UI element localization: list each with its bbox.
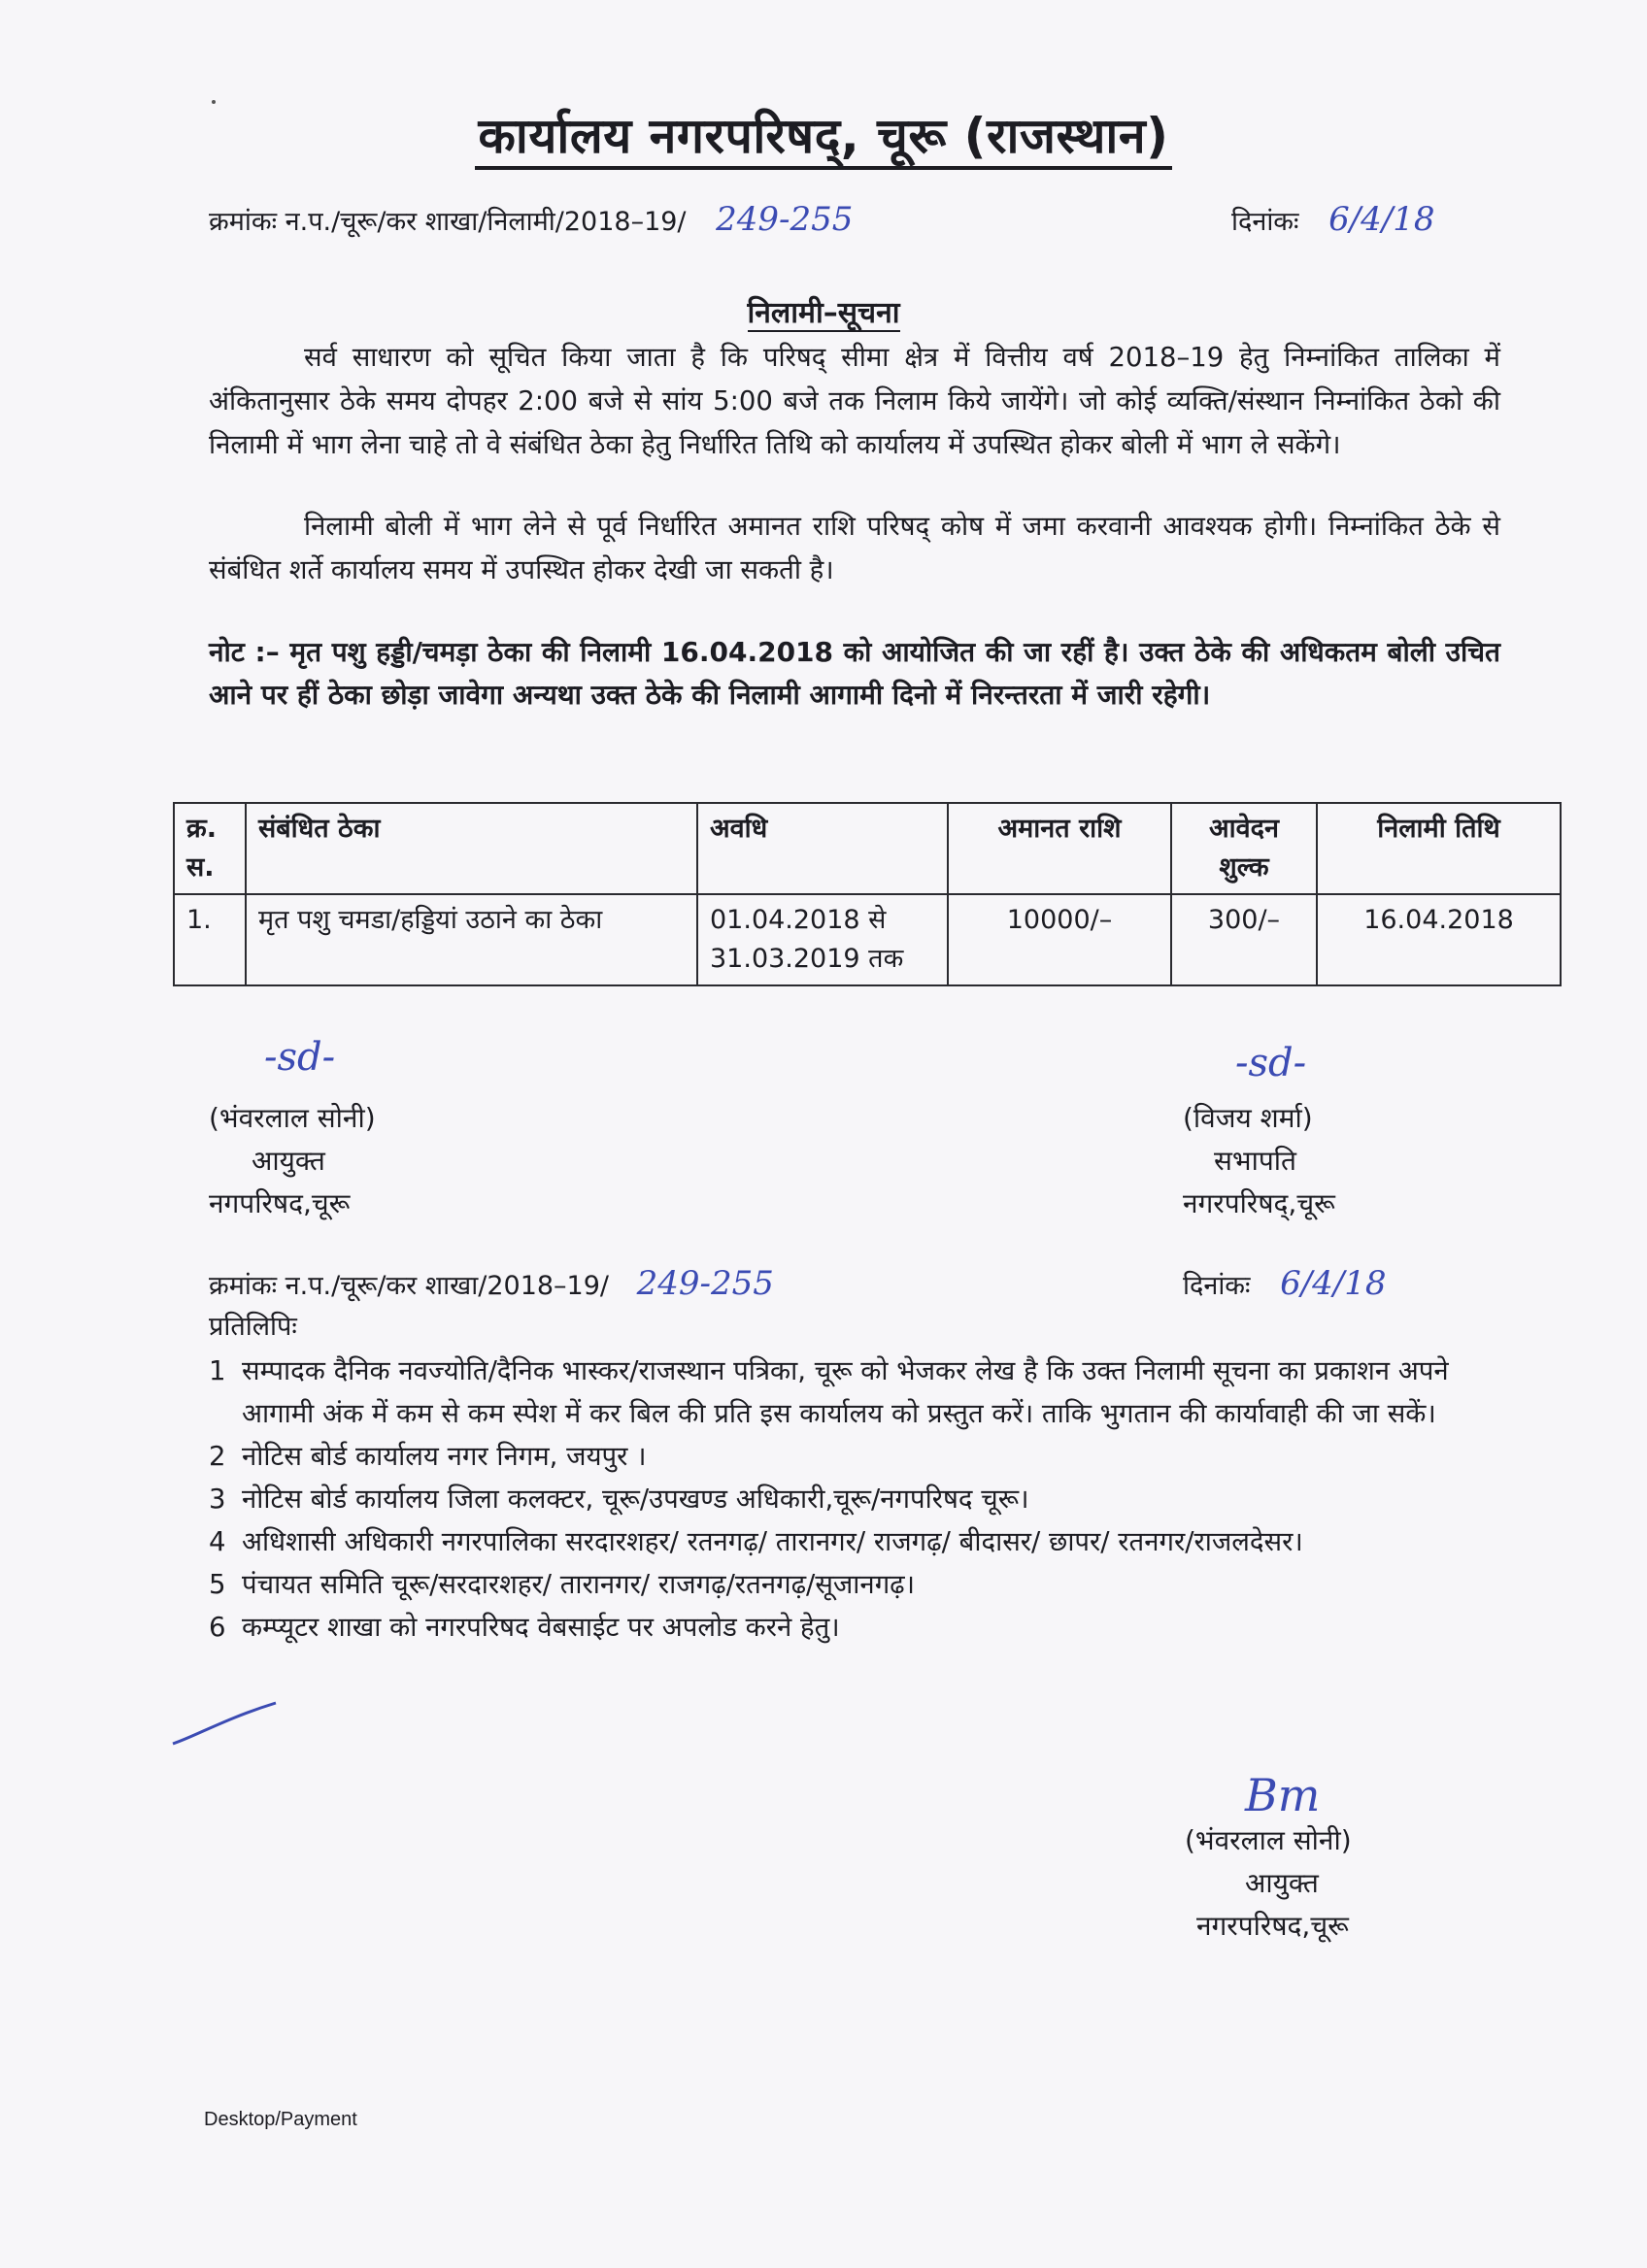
left-signatory-designation: आयुक्त bbox=[252, 1145, 325, 1177]
list-item-number: 6 bbox=[209, 1612, 226, 1643]
office-title-text: कार्यालय नगरपरिषद्, चूरू (राजस्थान) bbox=[475, 108, 1173, 170]
left-sd-mark: -sd- bbox=[264, 1035, 336, 1080]
notice-paragraph-1: सर्व साधारण को सूचित किया जाता है कि परिषद् सीमा क्षेत्र में वित्तीय वर्ष 2018–19 हेतु निम्नांकित तालिका में अंकितानुसार ठेके समय दोपहर 2:00 बजे से सांय 5:00 बजे तक निलाम किये जायेंगे। जो कोई व्यक्ति/संस्थान निम्नांकित ठेको की निलामी में भाग लेना चाहे तो वे संबंधित ठेका हेतु निर्धारित तिथि को कार्यालय में उपस्थित होकर बोली में भाग ले सकेंगे। bbox=[209, 342, 1500, 460]
list-item-number: 3 bbox=[209, 1484, 226, 1515]
cell-fee: 300/– bbox=[1171, 894, 1317, 985]
header-period: अवधि bbox=[697, 803, 948, 894]
list-item bbox=[209, 1520, 1510, 1563]
left-signatory-name: (भंवरलाल सोनी) bbox=[209, 1102, 376, 1134]
footer-path: Desktop/Payment bbox=[204, 2109, 357, 2130]
reference-label: क्रमांकः न.प./चूरू/कर शाखा/निलामी/2018–19/ bbox=[209, 207, 687, 237]
date-label: दिनांकः bbox=[1231, 207, 1299, 237]
copy-reference-line bbox=[209, 1264, 774, 1303]
final-signature-block bbox=[1185, 1819, 1352, 1948]
date-line bbox=[1231, 200, 1435, 239]
header-fee: आवेदन शुल्क bbox=[1171, 803, 1317, 894]
list-item bbox=[209, 1563, 1510, 1606]
list-item-number: 1 bbox=[209, 1355, 226, 1386]
list-item bbox=[209, 1350, 1510, 1435]
list-item-text: नोटिस बोर्ड कार्यालय नगर निगम, जयपुर । bbox=[242, 1441, 647, 1472]
header-deposit: अमानत राशि bbox=[948, 803, 1171, 894]
cell-contract: मृत पशु चमडा/हड्डियां उठाने का ठेका bbox=[246, 894, 697, 985]
header-contract: संबंधित ठेका bbox=[246, 803, 697, 894]
list-item-number: 2 bbox=[209, 1441, 226, 1472]
header-serial: क्र. स. bbox=[174, 803, 246, 894]
right-signatory-designation: सभापति bbox=[1214, 1145, 1296, 1177]
cell-period: 01.04.2018 से 31.03.2019 तक bbox=[697, 894, 948, 985]
copy-date-line bbox=[1183, 1264, 1387, 1303]
right-signature-block bbox=[1183, 1097, 1335, 1225]
list-item-text: कम्प्यूटर शाखा को नगरपरिषद वेबसाईट पर अपलोड करने हेतु। bbox=[242, 1612, 840, 1643]
list-item-text: सम्पादक दैनिक नवज्योति/दैनिक भास्कर/राजस्थान पत्रिका, चूरू को भेजकर लेख है कि उक्त निलामी सूचना का प्रकाशन अपने आगामी अंक में कम से कम स्पेश में कर बिल की प्रति इस कार्यालय को प्रस्तुत करें। ताकि भुगतान की कार्यावाही की जा सकें। bbox=[242, 1355, 1449, 1429]
copy-date-label: दिनांकः bbox=[1183, 1271, 1251, 1301]
header-auction-date: निलामी तिथि bbox=[1317, 803, 1561, 894]
list-item-number: 4 bbox=[209, 1526, 226, 1557]
cell-deposit: 10000/– bbox=[948, 894, 1171, 985]
copy-list bbox=[209, 1350, 1510, 1649]
notice-heading bbox=[0, 291, 1647, 331]
copy-heading: प्रतिलिपिः bbox=[209, 1312, 297, 1342]
notice-paragraph-2: निलामी बोली में भाग लेने से पूर्व निर्धारित अमानत राशि परिषद् कोष में जमा करवानी आवश्यक होगी। निम्नांकित ठेके से संबंधित शर्ते कार्यालय समय में उपस्थित होकर देखी जा सकती है। bbox=[209, 511, 1500, 585]
table-row bbox=[174, 894, 1561, 985]
table-header-row bbox=[174, 803, 1561, 894]
copy-reference-label: क्रमांकः न.प./चूरू/कर शाखा/2018–19/ bbox=[209, 1271, 610, 1301]
cell-auction-date: 16.04.2018 bbox=[1317, 894, 1561, 985]
final-signatory-name: (भंवरलाल सोनी) bbox=[1185, 1824, 1352, 1856]
notice-note: नोट :– मृत पशु हड्डी/चमड़ा ठेका की निलामी 16.04.2018 को आयोजित की जा रहीं है। उक्त ठेके की अधिकतम बोली उचित आने पर हीं ठेका छोड़ा जावेगा अन्यथा उक्त ठेके की निलामी आगामी दिनो में निरन्तरता में जारी रहेगी। bbox=[209, 636, 1500, 711]
reference-number: 249-255 bbox=[716, 200, 854, 239]
date-value: 6/4/18 bbox=[1328, 200, 1435, 239]
list-item-text: नोटिस बोर्ड कार्यालय जिला कलक्टर, चूरू/उपखण्ड अधिकारी,चूरू/नगपरिषद चूरू। bbox=[242, 1484, 1029, 1515]
list-item bbox=[209, 1606, 1510, 1649]
list-item-number: 5 bbox=[209, 1569, 226, 1600]
final-signatory-office: नगरपरिषद,चूरू bbox=[1196, 1910, 1349, 1942]
copy-reference-number: 249-255 bbox=[636, 1264, 774, 1303]
reference-line bbox=[209, 200, 853, 239]
final-initials: Bm bbox=[1245, 1769, 1321, 1821]
left-signatory-office: नगपरिषद,चूरू bbox=[209, 1187, 351, 1219]
list-item-text: पंचायत समिति चूरू/सरदारशहर/ तारानगर/ राजगढ़/रतनगढ़/सूजानगढ़। bbox=[242, 1569, 916, 1600]
right-sd-mark: -sd- bbox=[1235, 1041, 1307, 1085]
auction-table bbox=[173, 802, 1562, 986]
notice-heading-text: निलामी–सूचना bbox=[747, 296, 900, 330]
right-signatory-office: नगरपरिषद्,चूरू bbox=[1183, 1187, 1335, 1219]
list-item-text: अधिशासी अधिकारी नगरपालिका सरदारशहर/ रतनगढ़/ तारानगर/ राजगढ़/ बीदासर/ छापर/ रतनगर/राजलदेसर। bbox=[242, 1526, 1303, 1557]
final-signatory-designation: आयुक्त bbox=[1245, 1867, 1319, 1899]
pen-tick-icon bbox=[167, 1697, 284, 1755]
office-title bbox=[0, 101, 1647, 167]
left-signature-block bbox=[209, 1097, 376, 1225]
right-signatory-name: (विजय शर्मा) bbox=[1183, 1102, 1313, 1134]
list-item bbox=[209, 1478, 1510, 1520]
list-item bbox=[209, 1435, 1510, 1478]
copy-date-value: 6/4/18 bbox=[1280, 1264, 1387, 1303]
cell-serial: 1. bbox=[174, 894, 246, 985]
